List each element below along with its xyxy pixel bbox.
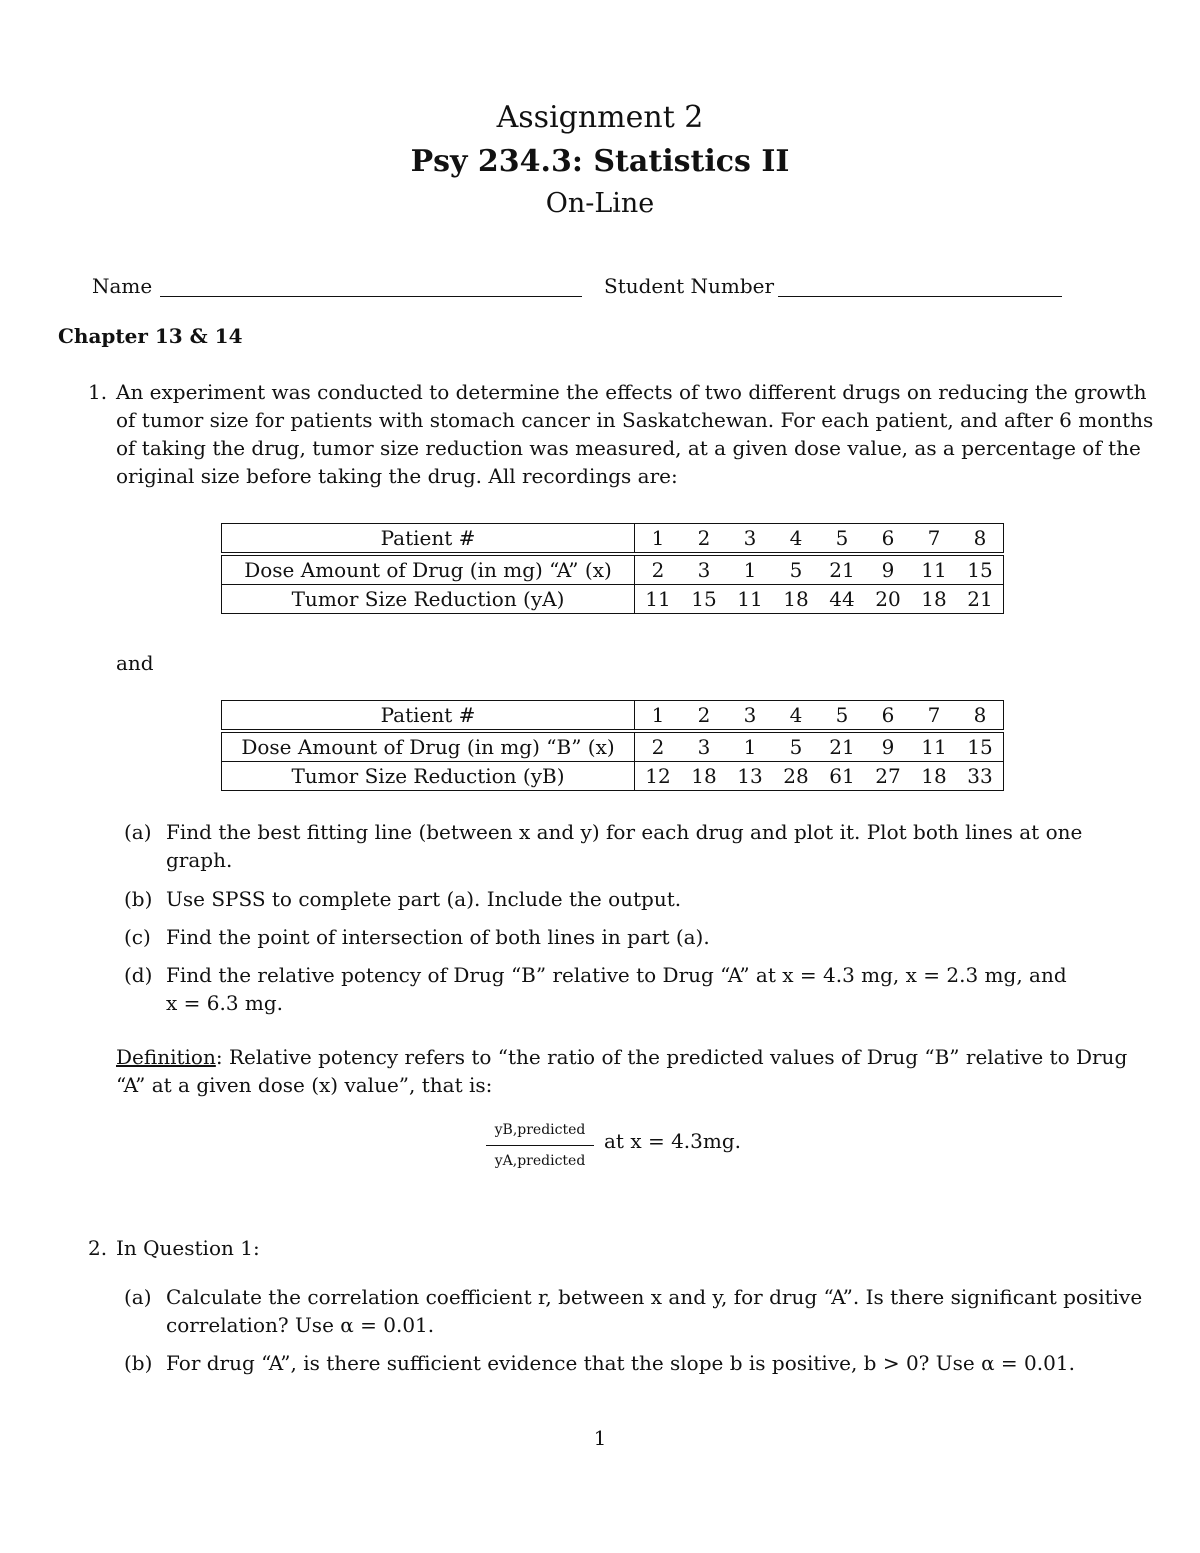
definition-line: “A” at a given dose (x) value”, that is:: [116, 1073, 493, 1097]
and-connector: and: [116, 651, 154, 675]
question-2-part-b: [124, 1349, 1116, 1377]
question-2-part-a: [124, 1283, 1143, 1339]
table-cell: 18: [681, 762, 727, 791]
question-1-text: [116, 378, 1154, 490]
table-cell: 1: [635, 524, 682, 555]
table-cell: 1: [635, 701, 682, 732]
table-row: [222, 701, 1004, 732]
table-cell: 7: [911, 524, 957, 555]
formula-denominator: yA,predicted: [494, 1153, 586, 1169]
table-cell: 8: [957, 524, 1004, 555]
chapter-heading: Chapter 13 & 14: [58, 324, 243, 348]
table-row: [222, 585, 1004, 614]
table-cell: 3: [681, 731, 727, 762]
question-1-line: original size before taking the drug. All recordings are:: [116, 464, 678, 488]
table-cell: 2: [681, 524, 727, 555]
part-line: Find the point of intersection of both lines in part (a).: [166, 925, 710, 949]
part-line: Calculate the correlation coefficient r, between x and y, for drug “A”. Is there significant positive: [166, 1285, 1143, 1309]
table-cell: 5: [819, 701, 865, 732]
question-1-number: 1.: [88, 380, 108, 404]
table-cell: 20: [865, 585, 911, 614]
table-cell: 21: [957, 585, 1004, 614]
course-mode: On-Line: [545, 188, 655, 219]
table-cell: 8: [957, 701, 1004, 732]
formula-numerator: yB,predicted: [494, 1122, 586, 1138]
table-cell: 13: [727, 762, 773, 791]
table-cell: 4: [773, 701, 819, 732]
table-cell: 33: [957, 762, 1004, 791]
reduction-header: Tumor Size Reduction (yB): [222, 762, 635, 791]
part-label: (a): [124, 820, 152, 844]
question-1-part-c: [124, 923, 1116, 951]
table-cell: 1: [727, 731, 773, 762]
table-cell: 44: [819, 585, 865, 614]
table-cell: 21: [819, 554, 865, 585]
table-cell: 1: [727, 554, 773, 585]
table-cell: 2: [635, 554, 682, 585]
table-cell: 11: [635, 585, 682, 614]
question-1-part-b: [124, 885, 1116, 913]
table-cell: 6: [865, 701, 911, 732]
table-cell: 27: [865, 762, 911, 791]
part-label: (b): [124, 1351, 153, 1375]
table-row: [222, 524, 1004, 555]
part-label: (b): [124, 887, 153, 911]
dose-header: Dose Amount of Drug (in mg) “A” (x): [222, 554, 635, 585]
table-cell: 2: [681, 701, 727, 732]
table-cell: 7: [911, 701, 957, 732]
definition-text: : Relative potency refers to “the ratio of the predicted values of Drug “B” relative to Drug: [215, 1045, 1128, 1069]
table-cell: 21: [819, 731, 865, 762]
question-2-intro: In Question 1:: [116, 1236, 260, 1260]
part-line: Find the relative potency of Drug “B” relative to Drug “A” at x = 4.3 mg, x = 2.3 mg, and: [166, 963, 1067, 987]
course-title: Psy 234.3: Statistics II: [410, 144, 790, 179]
table-cell: 18: [773, 585, 819, 614]
patient-header: Patient #: [222, 701, 635, 732]
drug-a-table: [221, 523, 1004, 614]
drug-b-table: [221, 700, 1004, 791]
table-cell: 28: [773, 762, 819, 791]
question-1-line: of tumor size for patients with stomach cancer in Saskatchewan. For each patient, and after 6 months: [116, 408, 1154, 432]
table-cell: 12: [635, 762, 682, 791]
table-cell: 6: [865, 524, 911, 555]
table-cell: 18: [911, 762, 957, 791]
definition-block: [116, 1043, 1128, 1099]
table-cell: 61: [819, 762, 865, 791]
student-number-label: Student Number: [604, 274, 775, 298]
question-1-line: An experiment was conducted to determine the effects of two different drugs on reducing the growth: [116, 380, 1147, 404]
table-cell: 9: [865, 731, 911, 762]
part-label: (c): [124, 925, 151, 949]
part-line: For drug “A”, is there sufficient evidence that the slope b is positive, b > 0? Use α = 0.01.: [166, 1351, 1075, 1375]
table-row: [222, 731, 1004, 762]
table-cell: 3: [681, 554, 727, 585]
table-cell: 3: [727, 701, 773, 732]
table-row: [222, 554, 1004, 585]
table-cell: 2: [635, 731, 682, 762]
patient-header: Patient #: [222, 524, 635, 555]
part-line: x = 6.3 mg.: [166, 991, 284, 1015]
dose-header: Dose Amount of Drug (in mg) “B” (x): [222, 731, 635, 762]
part-label: (d): [124, 963, 153, 987]
part-line: Find the best fitting line (between x and y) for each drug and plot it. Plot both lines at one: [166, 820, 1083, 844]
table-cell: 15: [957, 731, 1004, 762]
table-row: [222, 762, 1004, 791]
part-label: (a): [124, 1285, 152, 1309]
table-cell: 9: [865, 554, 911, 585]
part-line: correlation? Use α = 0.01.: [166, 1313, 435, 1337]
question-2-number: 2.: [88, 1236, 108, 1260]
part-line: Use SPSS to complete part (a). Include the output.: [166, 887, 682, 911]
table-cell: 5: [773, 731, 819, 762]
fraction-bar: [486, 1145, 594, 1146]
part-line: graph.: [166, 848, 233, 872]
table-cell: 5: [819, 524, 865, 555]
table-cell: 15: [957, 554, 1004, 585]
name-label: Name: [92, 274, 153, 298]
question-1-part-d: [124, 961, 1116, 1017]
table-cell: 11: [727, 585, 773, 614]
table-cell: 11: [911, 731, 957, 762]
table-cell: 15: [681, 585, 727, 614]
table-cell: 18: [911, 585, 957, 614]
student-number-field-line[interactable]: [778, 296, 1062, 297]
table-cell: 4: [773, 524, 819, 555]
question-1-line: of taking the drug, tumor size reduction was measured, at a given dose value, as a percentage of the: [116, 436, 1141, 460]
question-1-part-a: [124, 818, 1116, 874]
definition-term: Definition: [116, 1045, 216, 1069]
reduction-header: Tumor Size Reduction (yA): [222, 585, 635, 614]
page-number: 1: [593, 1426, 607, 1450]
table-cell: 3: [727, 524, 773, 555]
definition-line: [116, 1043, 1128, 1071]
table-cell: 5: [773, 554, 819, 585]
formula-tail: at x = 4.3mg.: [604, 1129, 742, 1153]
assignment-title: Assignment 2: [496, 100, 704, 135]
table-cell: 11: [911, 554, 957, 585]
name-field-line[interactable]: [160, 296, 582, 297]
